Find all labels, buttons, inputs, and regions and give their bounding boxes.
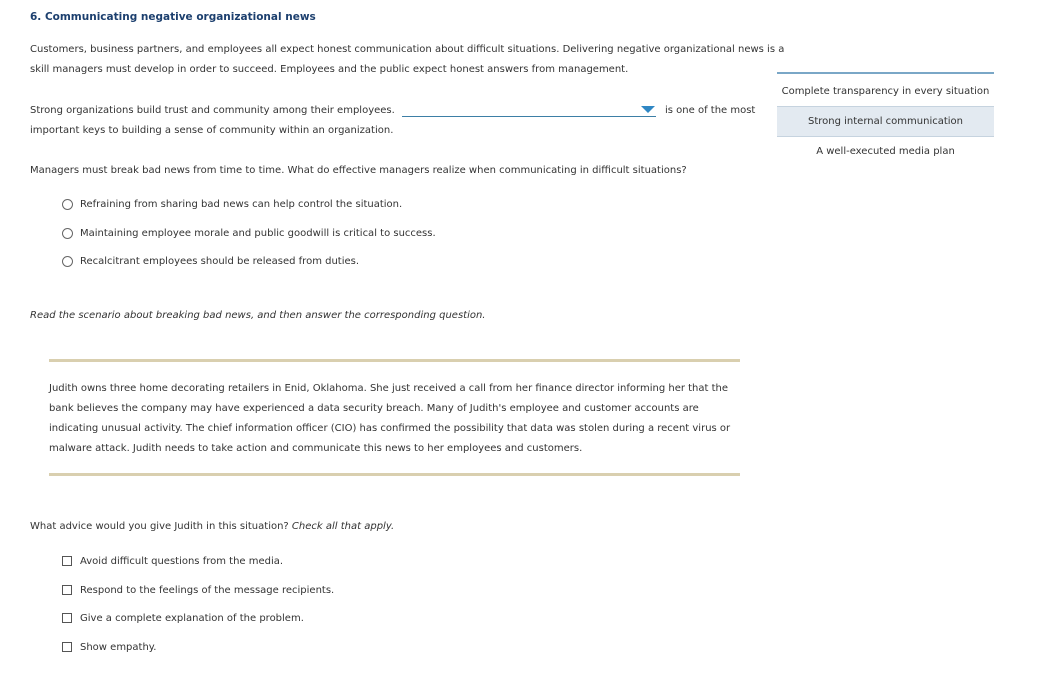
checkbox-prompt — [30, 517, 394, 537]
scenario-intro: Read the scenario about breaking bad news, and then answer the corresponding question. — [30, 310, 486, 321]
checkbox-icon[interactable] — [62, 642, 72, 652]
dropdown-option-complete-transparency[interactable]: Complete transparency in every situation — [781, 86, 990, 97]
intro-line-2: skill managers must develop in order to succeed. Employees and the public expect honest answers from management. — [30, 64, 629, 75]
intro-line-1: Customers, business partners, and employees all expect honest communication about difficult situations. Delivering negative organizational news is a — [30, 44, 785, 55]
scenario-text — [49, 379, 749, 459]
answer-dropdown-field[interactable] — [402, 116, 656, 117]
fill-sentence-start: Strong organizations build trust and community among their employees. — [30, 105, 395, 116]
scenario-line-4: malware attack. Judith needs to take action and communicate this news to her employees and customers. — [49, 443, 583, 454]
cb-option-2[interactable] — [62, 582, 334, 598]
scenario-bottom-divider — [49, 473, 740, 476]
fill-sentence-end: is one of the most — [665, 105, 756, 116]
radio-button-icon[interactable] — [62, 256, 73, 267]
dropdown-arrow-icon[interactable] — [641, 106, 655, 113]
question-title: 6. Communicating negative organizational news — [30, 11, 316, 23]
cb-option-label: Show empathy. — [80, 641, 157, 653]
intro-paragraph — [30, 40, 790, 80]
checkbox-icon[interactable] — [62, 613, 72, 623]
cb-option-label: Respond to the feelings of the message recipients. — [80, 584, 335, 596]
cb-option-3[interactable] — [62, 610, 304, 626]
checkbox-prompt-hint: Check all that apply. — [291, 521, 395, 532]
cb-option-label: Give a complete explanation of the problem. — [80, 612, 304, 624]
mc-option-2[interactable] — [62, 225, 436, 241]
scenario-top-divider — [49, 359, 740, 362]
radio-button-icon[interactable] — [62, 199, 73, 210]
scenario-line-3: indicating unusual activity. The chief information officer (CIO) has confirmed the possibility that data was stolen during a recent virus or — [49, 423, 731, 434]
cb-option-label: Avoid difficult questions from the media. — [80, 555, 284, 567]
mc-prompt: Managers must break bad news from time to time. What do effective managers realize when communicating in difficult situations? — [30, 165, 687, 176]
mc-option-3[interactable] — [62, 253, 359, 269]
scenario-line-1: Judith owns three home decorating retailers in Enid, Oklahoma. She just received a call from her finance director informing her that the — [49, 383, 729, 394]
checkbox-icon[interactable] — [62, 585, 72, 595]
mc-option-label: Recalcitrant employees should be released from duties. — [80, 255, 360, 267]
dropdown-option-media-plan[interactable]: A well-executed media plan — [816, 146, 955, 157]
cb-option-1[interactable] — [62, 553, 283, 569]
dropdown-menu — [777, 72, 994, 166]
checkbox-icon[interactable] — [62, 556, 72, 566]
cb-option-4[interactable] — [62, 639, 156, 655]
mc-option-label: Refraining from sharing bad news can help control the situation. — [80, 198, 403, 210]
mc-option-1[interactable] — [62, 196, 402, 212]
checkbox-prompt-text: What advice would you give Judith in this situation? — [30, 521, 289, 532]
mc-option-label: Maintaining employee morale and public goodwill is critical to success. — [80, 227, 436, 239]
scenario-line-2: bank believes the company may have experienced a data security breach. Many of Judith's employee and customer accounts are — [49, 403, 699, 414]
dropdown-option-strong-internal-communication[interactable]: Strong internal communication — [777, 106, 994, 137]
fill-sentence-line2: important keys to building a sense of community within an organization. — [30, 125, 394, 136]
radio-button-icon[interactable] — [62, 228, 73, 239]
dropdown-top-border — [777, 72, 994, 74]
